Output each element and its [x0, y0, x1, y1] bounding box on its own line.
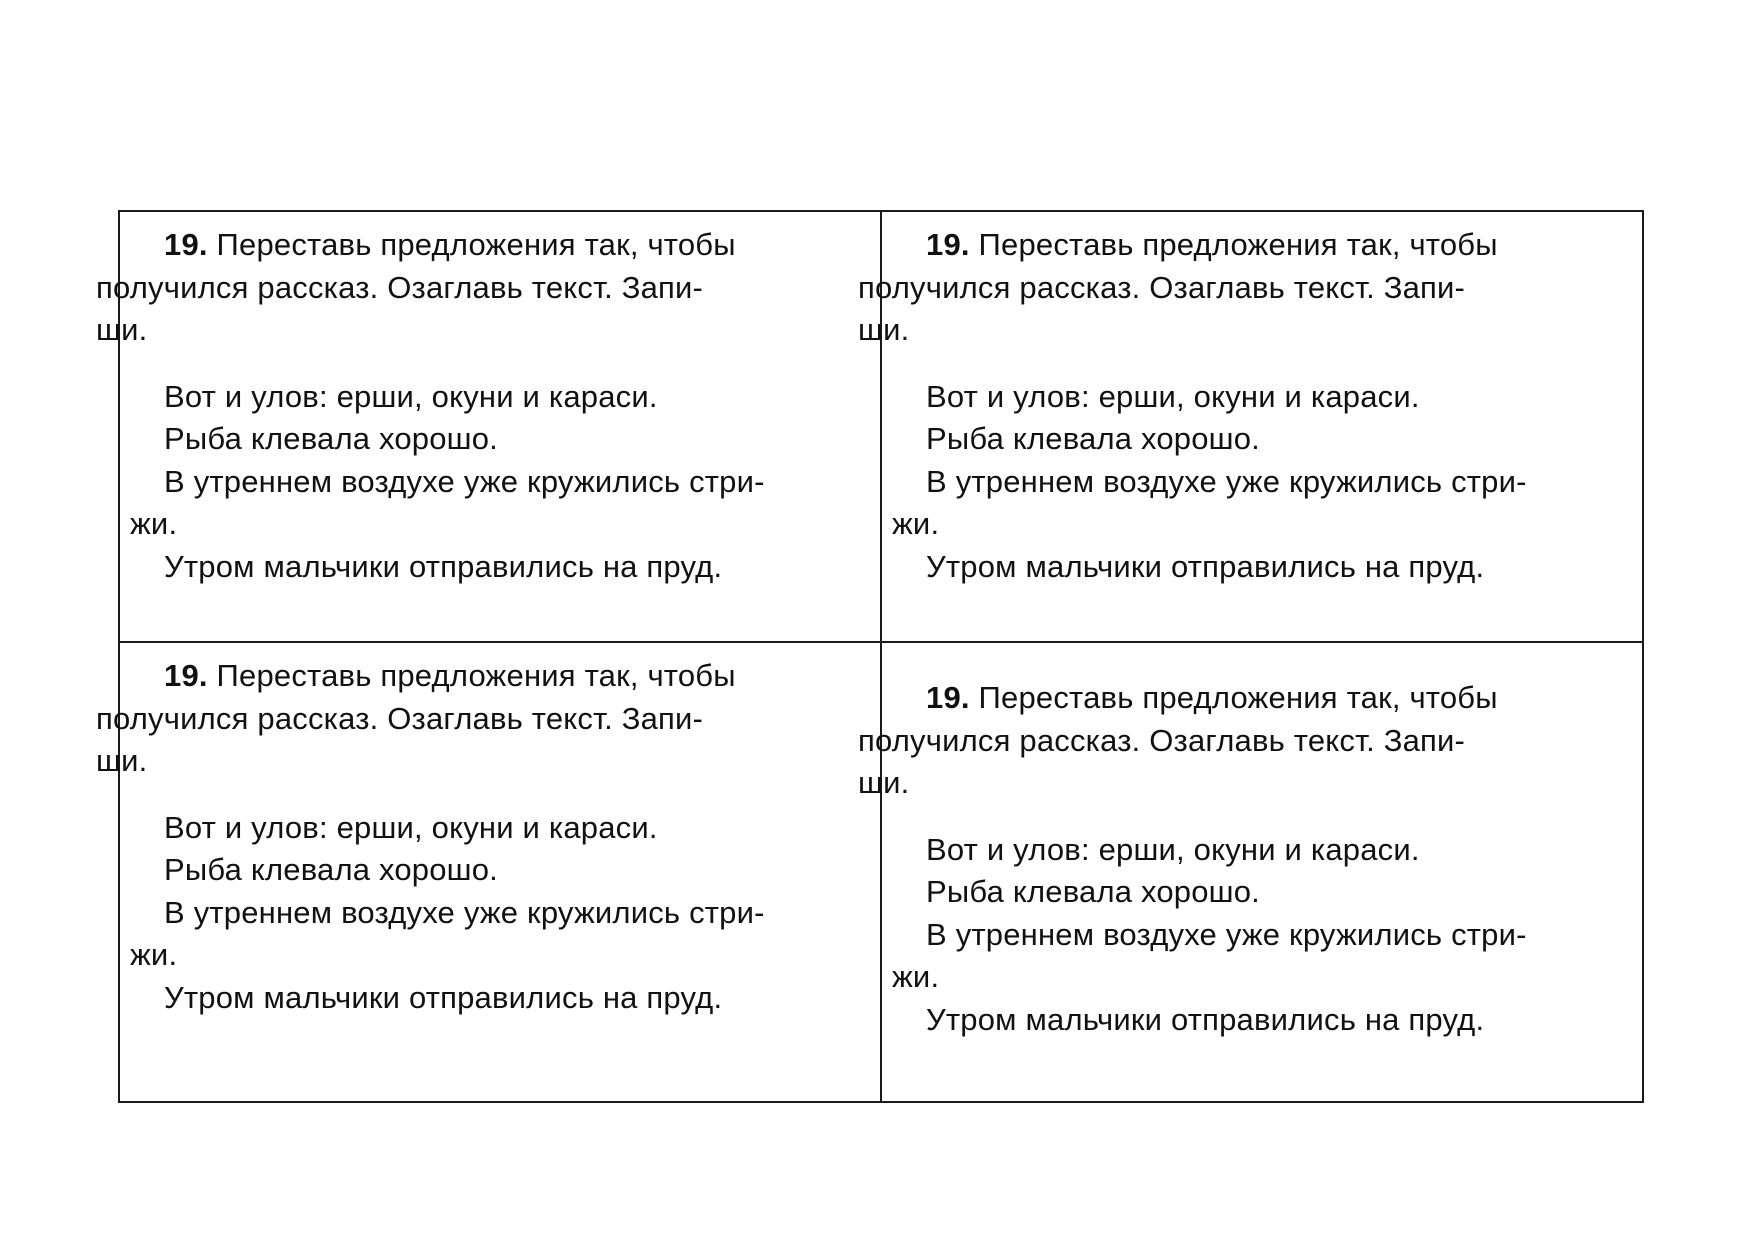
sentence: Утром мальчики отправились на пруд.	[926, 1001, 1485, 1037]
sentence: Утром мальчики отправились на пруд.	[164, 979, 723, 1015]
task-text-line: Переставь предложения так, чтобы	[978, 227, 1498, 262]
task-text-line: получился рассказ. Озаглавь текст. Запи-	[858, 269, 1466, 305]
task-text-line: ши.	[96, 743, 148, 778]
task-card	[858, 212, 1642, 643]
sentence: Рыба клевала хорошо.	[164, 421, 498, 456]
sentence: Рыба клевала хорошо.	[926, 421, 1260, 456]
task-text-line: Переставь предложения так, чтобы	[978, 680, 1498, 715]
task-text-line: Переставь предложения так, чтобы	[216, 658, 736, 693]
task-card	[858, 643, 1642, 1101]
worksheet-grid	[96, 210, 1644, 1103]
sentence: Вот и улов: ерши, окуни и караси.	[926, 831, 1420, 867]
task-instruction	[96, 224, 864, 352]
sentence: жи.	[892, 959, 940, 994]
task-text-line: получился рассказ. Озаглавь текст. Запи-	[96, 700, 704, 736]
sentence: Утром мальчики отправились на пруд.	[164, 548, 723, 584]
task-number: 19.	[164, 658, 208, 693]
task-card	[96, 212, 882, 643]
sentence: В утреннем воздухе уже кружились стри-	[926, 916, 1527, 952]
sentence: Вот и улов: ерши, окуни и караси.	[926, 378, 1420, 414]
sentence: В утреннем воздухе уже кружились стри-	[164, 463, 765, 499]
task-number: 19.	[926, 227, 970, 262]
sentence: Рыба клевала хорошо.	[164, 852, 498, 887]
sentence-list	[130, 807, 864, 1020]
task-text-line: ши.	[858, 312, 910, 347]
task-instruction	[96, 655, 864, 783]
task-instruction	[858, 224, 1626, 352]
sentence: жи.	[130, 506, 178, 541]
sentence-list	[130, 376, 864, 589]
task-text-line: получился рассказ. Озаглавь текст. Запи-	[96, 269, 704, 305]
task-number: 19.	[164, 227, 208, 262]
task-card-content	[96, 224, 864, 588]
sentence: Рыба клевала хорошо.	[926, 874, 1260, 909]
sentence: В утреннем воздухе уже кружились стри-	[164, 894, 765, 930]
sentence: В утреннем воздухе уже кружились стри-	[926, 463, 1527, 499]
task-card-content	[858, 224, 1626, 588]
sentence-list	[892, 829, 1626, 1042]
task-text-line: ши.	[858, 765, 910, 800]
task-text-line: ши.	[96, 312, 148, 347]
sentence: Вот и улов: ерши, окуни и караси.	[164, 378, 658, 414]
task-card-content	[96, 655, 864, 1019]
task-text-line: Переставь предложения так, чтобы	[216, 227, 736, 262]
task-card	[96, 643, 882, 1101]
sentence: жи.	[892, 506, 940, 541]
task-number: 19.	[926, 680, 970, 715]
sentence: жи.	[130, 937, 178, 972]
task-text-line: получился рассказ. Озаглавь текст. Запи-	[858, 722, 1466, 758]
task-card-content	[858, 677, 1626, 1041]
sentence: Вот и улов: ерши, окуни и караси.	[164, 809, 658, 845]
sentence: Утром мальчики отправились на пруд.	[926, 548, 1485, 584]
sentence-list	[892, 376, 1626, 589]
task-instruction	[858, 677, 1626, 805]
